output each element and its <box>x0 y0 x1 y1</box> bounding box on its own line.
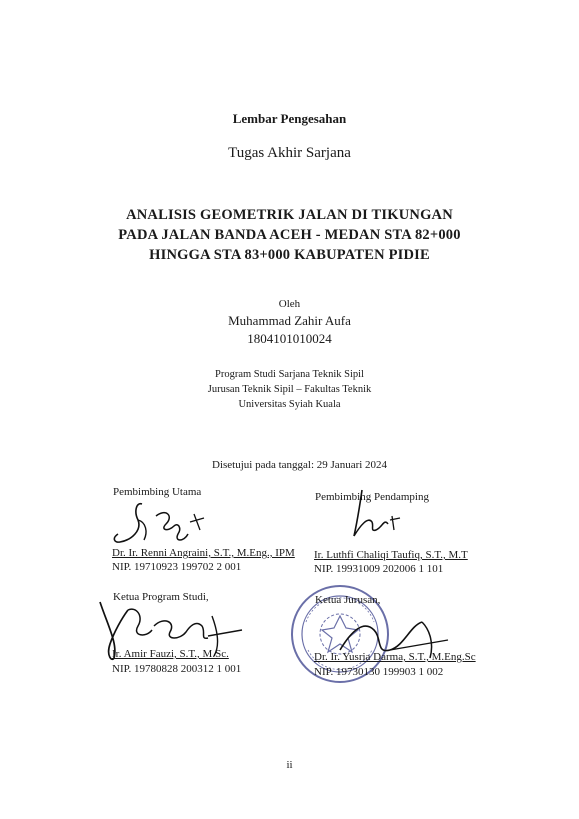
main-supervisor-name: Dr. Ir. Renni Angraini, S.T., M.Eng., IPM <box>112 547 295 559</box>
thesis-title <box>0 205 579 265</box>
department: Jurusan Teknik Sipil – Fakultas Teknik <box>207 384 372 395</box>
main-supervisor-role: Pembimbing Utama <box>113 486 202 498</box>
study-program: Program Studi Sarjana Teknik Sipil <box>215 369 364 380</box>
student-id: 1804101010024 <box>247 331 332 346</box>
co-supervisor-role: Pembimbing Pendamping <box>315 491 429 503</box>
co-supervisor-nip: NIP. 19931009 202006 1 101 <box>314 563 444 575</box>
main-supervisor-nip: NIP. 19710923 199702 2 001 <box>112 561 242 573</box>
department-head-role: Ketua Jurusan, <box>315 594 381 606</box>
page-subheading: Tugas Akhir Sarjana <box>228 145 351 161</box>
approval-date: Disetujui pada tanggal: 29 Januari 2024 <box>212 459 388 471</box>
by-label: Oleh <box>278 298 301 310</box>
department-head-name: Dr. Ir. Yusria Darma, S.T., M.Eng.Sc <box>314 651 476 663</box>
co-supervisor-name: Ir. Luthfi Chaliqi Taufiq, S.T., M.T <box>314 549 468 561</box>
department-head-nip: NIP. 19730130 199903 1 002 <box>314 666 444 678</box>
co-supervisor-signature <box>340 486 410 546</box>
title-line: HINGGA STA 83+000 KABUPATEN PIDIE <box>149 247 430 263</box>
university: Universitas Syiah Kuala <box>238 399 341 410</box>
program-head-role: Ketua Program Studi, <box>113 591 209 603</box>
title-line: ANALISIS GEOMETRIK JALAN DI TIKUNGAN <box>126 207 453 223</box>
page-number: ii <box>286 759 293 771</box>
program-head-nip: NIP. 19780828 200312 1 001 <box>112 663 242 675</box>
program-head-name: Ir. Amir Fauzi, S.T., M.Sc. <box>112 648 229 660</box>
page-heading: Lembar Pengesahan <box>232 111 347 126</box>
author-name: Muhammad Zahir Aufa <box>228 313 351 328</box>
title-line: PADA JALAN BANDA ACEH - MEDAN STA 82+000 <box>118 227 461 243</box>
